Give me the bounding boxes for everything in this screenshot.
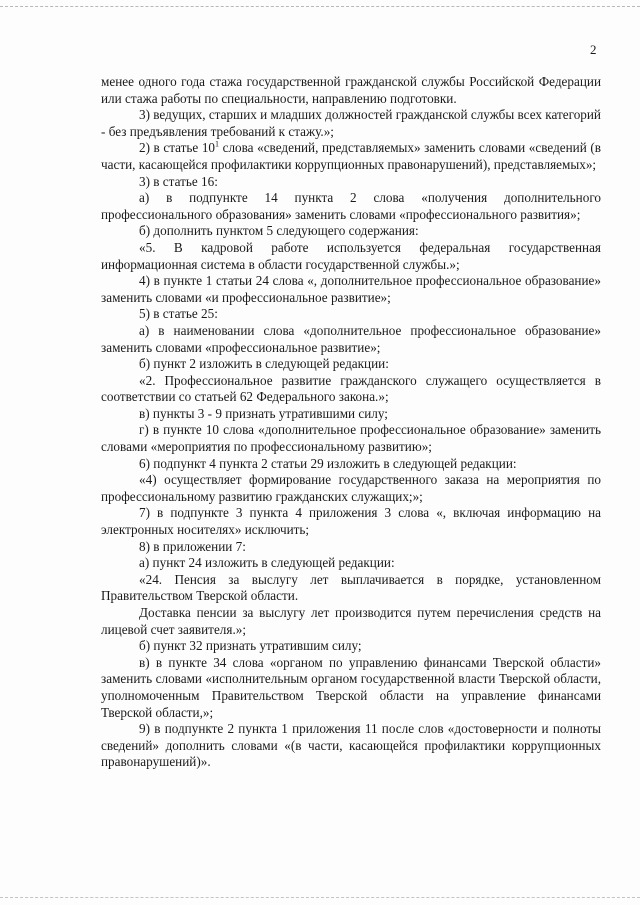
paragraph-19: а) пункт 24 изложить в следующей редакции: — [139, 555, 395, 571]
scan-edge-top — [0, 6, 640, 7]
paragraph-6: б) дополнить пунктом 5 следующего содержания: — [139, 223, 419, 239]
scan-edge-bottom — [0, 897, 640, 898]
paragraph-17: 7) в подпункте 3 пункта 4 приложения 3 слова «, включая информацию на электронных носителях» исключить; — [101, 505, 601, 538]
paragraph-12: «2. Профессиональное развитие гражданского служащего осуществляется в соответствии со статьей 62 Федерального закона.»; — [101, 372, 601, 405]
paragraph-3-start: 2) в статье 10 — [139, 140, 216, 156]
paragraph-5: а) в подпункте 14 пункта 2 слова «получения дополнительного профессионального образования» заменить словами «профессионального развития»; — [101, 190, 601, 222]
page-number: 2 — [590, 42, 597, 57]
paragraph-24: 9) в подпункте 2 пункта 1 приложения 11 после слов «достоверности и полноты сведений» дополнить словами «(в части, касающейся профилактики коррупционных правонарушений)». — [101, 721, 601, 770]
superscript-one: 1 — [215, 139, 220, 149]
paragraph-13: в) пункты 3 - 9 признать утратившими силу; — [139, 405, 388, 421]
paragraph-11: б) пункт 2 изложить в следующей редакции: — [139, 356, 389, 372]
paragraph-22: б) пункт 32 признать утратившим силу; — [139, 638, 362, 654]
paragraph-7: «5. В кадровой работе используется федеральная государственная информационная система в области государственной службы.»; — [101, 239, 601, 272]
document-body — [101, 74, 601, 771]
paragraph-3-end: слова «сведений, представляемых» заменить словами «сведений (в части, касающейся профилактики коррупционных правонарушений), представляемых»; — [101, 140, 601, 172]
paragraph-9: 5) в статье 25: — [139, 306, 218, 322]
paragraph-3 — [101, 140, 601, 173]
paragraph-8: 4) в пункте 1 статьи 24 слова «, дополнительное профессиональное образование» заменить словами «и профессиональное развитие»; — [101, 273, 601, 305]
paragraph-14: г) в пункте 10 слова «дополнительное профессиональное образование» заменить словами «мероприятия по профессиональному развитию»; — [101, 422, 601, 455]
paragraph-2: 3) ведущих, старших и младших должностей гражданской службы всех категорий - без предъявления требований к стажу.»; — [101, 107, 601, 139]
paragraph-1: менее одного года стажа государственной гражданской службы Российской Федерации или стажа работы по специальности, направлению подготовки. — [101, 74, 601, 106]
paragraph-23: в) в пункте 34 слова «органом по управлению финансами Тверской области» заменить словами «исполнительным органом государственной власти Тверской области, уполномоченным Правительством Тверской области на управление финансами Тверской области,»; — [101, 654, 601, 720]
paragraph-20: «24. Пенсия за выслугу лет выплачивается в порядке, установленном Правительством Тверской области. — [101, 571, 601, 604]
paragraph-16: «4) осуществляет формирование государственного заказа на мероприятия по профессиональному развитию гражданских служащих;»; — [101, 472, 601, 504]
paragraph-4: 3) в статье 16: — [139, 173, 218, 189]
paragraph-21: Доставка пенсии за выслугу лет производится путем перечисления средств на лицевой счет заявителя.»; — [101, 605, 601, 637]
paragraph-18: 8) в приложении 7: — [139, 538, 246, 554]
paragraph-10: а) в наименовании слова «дополнительное профессиональное образование» заменить словами «профессиональное развитие»; — [101, 322, 601, 355]
paragraph-15: 6) подпункт 4 пункта 2 статьи 29 изложить в следующей редакции: — [139, 455, 517, 471]
